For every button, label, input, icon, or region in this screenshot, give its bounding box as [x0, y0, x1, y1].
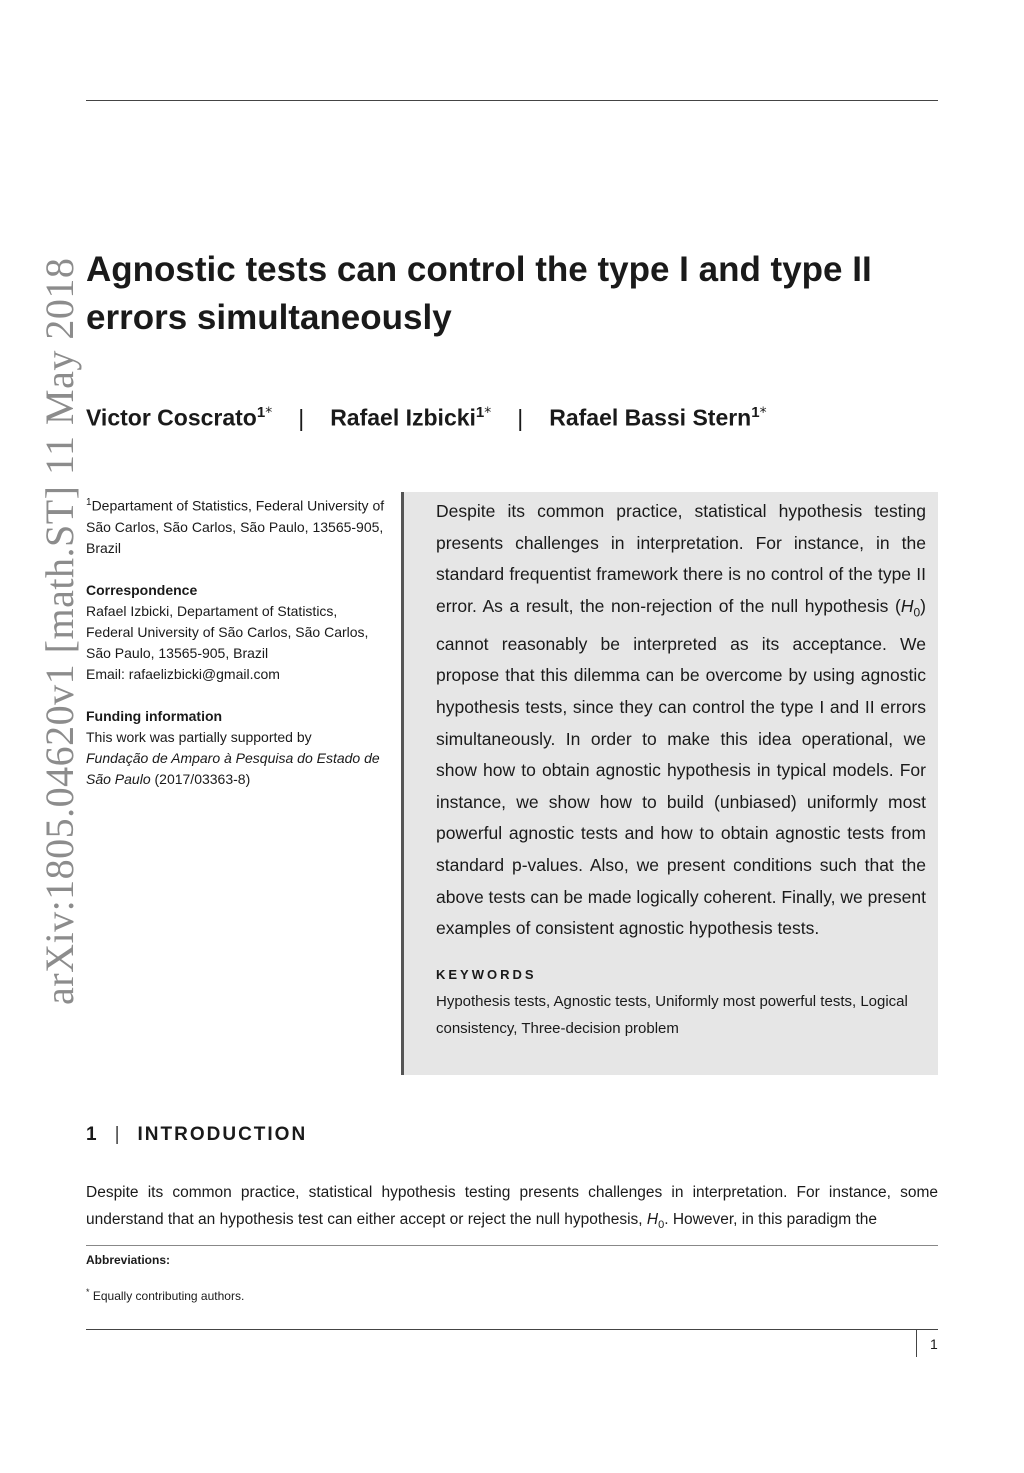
intro-text-part: Despite its common practice, statistical hypothesis testing presents challenges in interpretation. For instance, some understand that an hypothesis test can either accept or reject the null hypothesis,: [86, 1184, 938, 1228]
keywords-text: Hypothesis tests, Agnostic tests, Uniformly most powerful tests, Logical consistency, Three-decision problem: [436, 992, 908, 1037]
paper-title: Agnostic tests can control the type I and type II errors simultaneously: [86, 250, 872, 337]
page-number-divider: [916, 1329, 917, 1357]
author-affiliation: 1: [475, 404, 485, 421]
footnote-text: Equally contributing authors.: [92, 1289, 245, 1303]
intro-paragraph: [86, 1179, 938, 1239]
abstract-text-part: Despite its common practice, statistical hypothesis testing presents challenges in interpretation. For instance, in the standard frequentist framework there is no control of the type II error. As a result, the non-rejection of the null hypothesis (: [436, 501, 926, 616]
math-symbol: H: [646, 1211, 659, 1228]
author-mark: *: [759, 405, 767, 421]
arxiv-identifier: arXiv:1805.04620v1 [math.ST] 11 May 2018: [37, 257, 82, 1005]
section-number: 1: [86, 1124, 99, 1145]
header-rule: [86, 100, 938, 101]
author-name: Rafael Izbicki: [330, 404, 476, 431]
affiliation-number: 1: [86, 497, 92, 508]
page-number: 1: [930, 1336, 938, 1352]
author-separator: |: [298, 404, 305, 431]
author-mark: *: [484, 405, 492, 421]
abstract-box: [401, 492, 938, 1075]
author-mark: *: [265, 405, 273, 421]
footnote: [86, 1287, 244, 1303]
funding-block: [86, 706, 386, 790]
author-affiliation: 1: [256, 404, 266, 421]
footnote-mark: *: [86, 1287, 90, 1297]
correspondence-address: Rafael Izbicki, Departament of Statistics, Federal University of São Carlos, São Carlos, São Paulo, 13565-905, Brazil: [86, 602, 369, 661]
math-subscript: 0: [658, 1219, 665, 1232]
affiliation-text: Departament of Statistics, Federal University of São Carlos, São Carlos, São Paulo, 13565-905, Brazil: [86, 497, 385, 556]
author-name: Rafael Bassi Stern: [549, 404, 752, 431]
footer-rule: [86, 1329, 938, 1330]
math-subscript: 0: [913, 605, 921, 620]
correspondence-block: [86, 580, 386, 685]
author-name: Victor Coscrato: [86, 404, 257, 431]
correspondence-heading: Correspondence: [86, 581, 198, 598]
funding-grant: (2017/03363-8): [154, 770, 251, 787]
abstract-text-part: ) cannot reasonably be interpreted as its acceptance. We propose that this dilemma can be overcome by using agnostic hypothesis tests, since they can control the type I and II errors simultaneously. In order to make this idea operational, we show how to obtain agnostic hypothesis in typical models. For instance, we show how to build (unbiased) uniformly most powerful agnostic tests and how to obtain agnostic tests from standard p-values. Also, we present conditions such that the above tests can be made logically coherent. Finally, we present examples of consistent agnostic hypothesis tests.: [436, 595, 926, 939]
section-title: INTRODUCTION: [137, 1124, 308, 1145]
affiliation: [86, 492, 386, 559]
author-list: [86, 392, 946, 439]
abbreviations-label: Abbreviations:: [86, 1253, 171, 1267]
front-matter-column: [86, 492, 386, 811]
section-divider: |: [114, 1124, 122, 1145]
section-heading: [86, 1124, 307, 1146]
funding-heading: Funding information: [86, 707, 223, 724]
math-symbol: H: [900, 595, 914, 616]
keywords-heading: KEYWORDS: [436, 966, 537, 982]
funding-agency: Fundação de Amparo à Pesquisa do Estado de São Paulo: [86, 749, 380, 787]
author-separator: |: [517, 404, 524, 431]
correspondence-email[interactable]: Email: rafaelizbicki@gmail.com: [86, 665, 280, 682]
intro-text-part: . However, in this paradigm the: [664, 1211, 878, 1228]
funding-text: This work was partially supported by: [86, 728, 312, 745]
author-affiliation: 1: [751, 404, 760, 421]
footnote-rule: [86, 1245, 938, 1246]
abstract-text: [436, 496, 926, 945]
